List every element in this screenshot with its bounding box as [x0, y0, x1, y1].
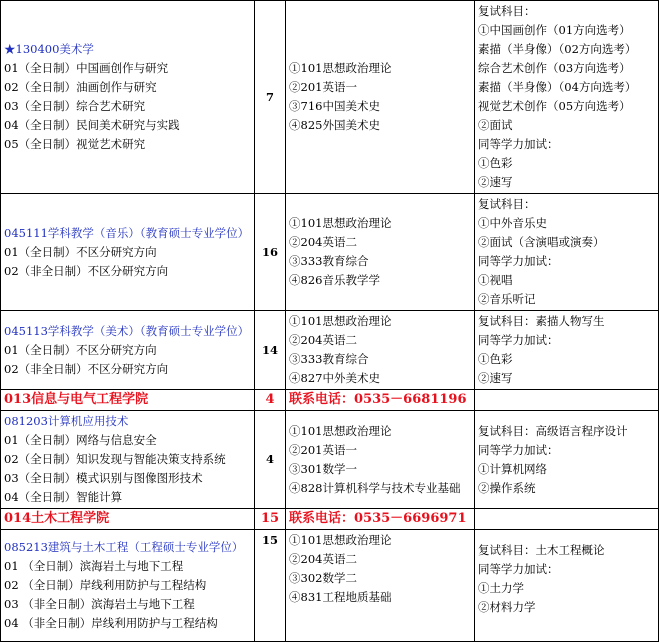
direction-item: 04（全日制）智能计算: [4, 490, 123, 504]
exam-subject: ②204英语二: [289, 333, 357, 347]
retest-line: 素描（半身像）（02方向选考）: [478, 42, 637, 56]
direction-item: 02 （全日制）岸线利用防护与工程结构: [4, 578, 207, 592]
empty-cell: [475, 390, 659, 411]
exam-subject: ③333教育综合: [289, 254, 369, 268]
exam-subject: ②201英语一: [289, 80, 357, 94]
exam-subject: ①101思想政治理论: [289, 423, 392, 438]
exam-subject: ④827中外美术史: [289, 371, 380, 385]
exam-subject: ②201英语一: [289, 442, 357, 457]
exam-subjects-cell: [286, 530, 475, 642]
department-count: 15: [255, 509, 286, 530]
retest-line: ①视唱: [478, 273, 513, 287]
enrollment-count: 14: [255, 311, 286, 390]
direction-item: 03（全日制）模式识别与图像图形技术: [4, 471, 203, 485]
major-name: 081203计算机应用技术: [4, 414, 129, 428]
table-row: [1, 311, 659, 390]
retest-cell: [475, 194, 659, 311]
exam-subject: ③716中国美术史: [289, 99, 380, 113]
department-phone: 联系电话：0535－6696971: [286, 509, 475, 530]
direction-item: 01（全日制）网络与信息安全: [4, 433, 157, 447]
exam-subject: ①101思想政治理论: [289, 533, 392, 547]
major-name: 045113学科教学（美术）（教育硕士专业学位）: [4, 323, 250, 338]
department-name: 014土木工程学院: [1, 509, 255, 530]
direction-item: 01（全日制）不区分研究方向: [4, 342, 157, 357]
direction-item: 01（全日制）中国画创作与研究: [4, 61, 169, 75]
retest-line: 复试科目：土木工程概论: [478, 543, 605, 557]
retest-line: 同等学力加试：: [478, 137, 559, 151]
major-cell: [1, 530, 255, 642]
table-row: [1, 194, 659, 311]
retest-line: 视觉艺术创作（05方向选考）: [478, 99, 631, 113]
retest-line: ①中外音乐史: [478, 216, 547, 230]
retest-line: 复试科目：: [478, 197, 536, 211]
department-name: 013信息与电气工程学院: [1, 390, 255, 411]
exam-subjects-cell: [286, 411, 475, 509]
table-row: [1, 530, 659, 642]
exam-subject: ①101思想政治理论: [289, 216, 392, 230]
major-name: ★130400美术学: [4, 42, 94, 56]
table-row: [1, 1, 659, 194]
enrollment-count: 4: [255, 411, 286, 509]
retest-line: 同等学力加试：: [478, 254, 559, 268]
retest-line: 素描（半身像）（04方向选考）: [478, 80, 637, 94]
retest-line: ②速写: [478, 371, 513, 385]
retest-cell: [475, 311, 659, 390]
retest-line: 复试科目：高级语言程序设计: [478, 423, 628, 438]
enrollment-count: 16: [255, 194, 286, 311]
enrollment-count: 7: [255, 1, 286, 194]
exam-subject: ④825外国美术史: [289, 118, 380, 132]
exam-subjects-cell: [286, 1, 475, 194]
retest-line: ②面试（含演唱或演奏）: [478, 235, 605, 249]
retest-line: ②音乐听记: [478, 292, 536, 306]
retest-line: ①中国画创作（01方向选考）: [478, 23, 631, 37]
exam-subject: ③302数学二: [289, 571, 357, 585]
exam-subject: ④828计算机科学与技术专业基础: [289, 480, 461, 495]
retest-line: 同等学力加试：: [478, 562, 559, 576]
exam-subject: ④831工程地质基础: [289, 590, 392, 604]
direction-item: 02（非全日制）不区分研究方向: [4, 361, 169, 376]
direction-item: 03 （非全日制）滨海岩土与地下工程: [4, 597, 195, 611]
major-cell: [1, 411, 255, 509]
exam-subject: ②204英语二: [289, 552, 357, 566]
major-name: 045111学科教学（音乐）（教育硕士专业学位）: [4, 225, 250, 240]
retest-line: ①土力学: [478, 581, 524, 595]
exam-subjects-cell: [286, 194, 475, 311]
retest-line: 同等学力加试：: [478, 442, 559, 457]
direction-item: 02（全日制）油画创作与研究: [4, 80, 157, 94]
exam-subjects-cell: [286, 311, 475, 390]
direction-item: 01（全日制）不区分研究方向: [4, 244, 157, 259]
major-name: 085213建筑与土木工程（工程硕士专业学位）: [4, 540, 244, 554]
enrollment-count: 15: [255, 530, 286, 642]
exam-subject: ②204英语二: [289, 235, 357, 249]
retest-line: 同等学力加试：: [478, 333, 559, 347]
direction-item: 02（非全日制）不区分研究方向: [4, 263, 169, 278]
exam-subject: ④826音乐教学学: [289, 273, 380, 287]
retest-line: ①计算机网络: [478, 461, 547, 476]
empty-cell: [475, 509, 659, 530]
retest-line: ②材料力学: [478, 600, 536, 614]
exam-subject: ③301数学一: [289, 461, 357, 476]
retest-line: ②操作系统: [478, 480, 536, 495]
direction-item: 01 （全日制）滨海岩土与地下工程: [4, 559, 184, 573]
department-phone: 联系电话：0535－6681196: [286, 390, 475, 411]
retest-line: 综合艺术创作（03方向选考）: [478, 61, 631, 75]
major-cell: [1, 1, 255, 194]
retest-cell: [475, 1, 659, 194]
exam-subject: ①101思想政治理论: [289, 61, 392, 75]
retest-line: ①色彩: [478, 156, 513, 170]
department-row: [1, 509, 659, 530]
department-count: 4: [255, 390, 286, 411]
retest-line: 复试科目：: [478, 4, 536, 18]
exam-subject: ③333教育综合: [289, 352, 369, 366]
department-row: [1, 390, 659, 411]
retest-line: 复试科目：素描人物写生: [478, 314, 605, 328]
retest-line: ②面试: [478, 118, 513, 132]
direction-item: 02（全日制）知识发现与智能决策支持系统: [4, 452, 226, 466]
retest-line: ②速写: [478, 175, 513, 189]
exam-subject: ①101思想政治理论: [289, 314, 392, 328]
direction-item: 05（全日制）视觉艺术研究: [4, 137, 146, 151]
direction-item: 03（全日制）综合艺术研究: [4, 99, 146, 113]
direction-item: 04（全日制）民间美术研究与实践: [4, 118, 180, 132]
major-cell: [1, 311, 255, 390]
major-cell: [1, 194, 255, 311]
table-row: [1, 411, 659, 509]
direction-item: 04 （非全日制）岸线利用防护与工程结构: [4, 616, 218, 630]
retest-cell: [475, 411, 659, 509]
retest-cell: [475, 530, 659, 642]
retest-line: ①色彩: [478, 352, 513, 366]
